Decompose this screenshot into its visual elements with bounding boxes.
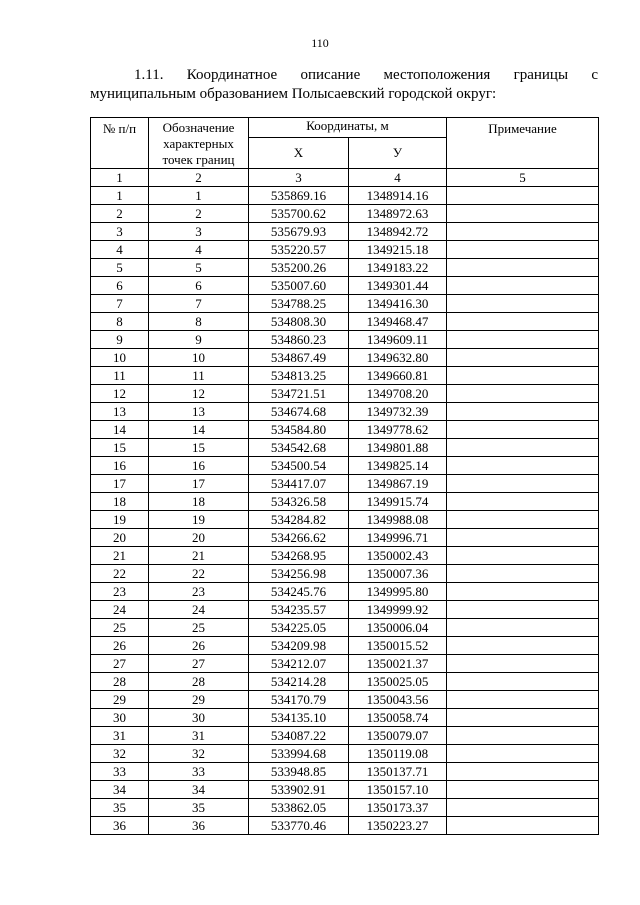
table-row	[91, 277, 599, 295]
table-row	[91, 511, 599, 529]
coord-y: 1349999.92	[349, 601, 447, 619]
table-row	[91, 385, 599, 403]
note-cell	[447, 799, 599, 817]
point-designation: 19	[149, 511, 249, 529]
table-row	[91, 331, 599, 349]
point-designation: 2	[149, 205, 249, 223]
note-cell	[447, 403, 599, 421]
heading-word: с	[591, 67, 598, 83]
row-number: 19	[91, 511, 149, 529]
column-number: 3	[249, 169, 349, 187]
point-designation: 7	[149, 295, 249, 313]
row-number: 22	[91, 565, 149, 583]
note-cell	[447, 205, 599, 223]
heading-word: описание	[300, 67, 361, 83]
coord-y: 1348972.63	[349, 205, 447, 223]
column-number-row	[91, 169, 599, 187]
coord-x: 534209.98	[249, 637, 349, 655]
table-row	[91, 421, 599, 439]
coord-y: 1349915.74	[349, 493, 447, 511]
note-cell	[447, 781, 599, 799]
row-number: 3	[91, 223, 149, 241]
row-number: 30	[91, 709, 149, 727]
coordinates-table	[90, 117, 599, 835]
heading-word: границы	[513, 67, 569, 83]
coord-x: 535200.26	[249, 259, 349, 277]
table-row	[91, 817, 599, 835]
table-row	[91, 367, 599, 385]
coord-x: 534584.80	[249, 421, 349, 439]
coord-x: 534721.51	[249, 385, 349, 403]
note-cell	[447, 331, 599, 349]
table-row	[91, 619, 599, 637]
coord-x: 534170.79	[249, 691, 349, 709]
heading-word: Координатное	[186, 67, 278, 83]
note-cell	[447, 295, 599, 313]
note-cell	[447, 673, 599, 691]
row-number: 12	[91, 385, 149, 403]
point-designation: 5	[149, 259, 249, 277]
row-number: 34	[91, 781, 149, 799]
note-cell	[447, 439, 599, 457]
table-row	[91, 601, 599, 619]
coord-x: 534813.25	[249, 367, 349, 385]
coord-x: 535679.93	[249, 223, 349, 241]
point-designation: 34	[149, 781, 249, 799]
table-row	[91, 583, 599, 601]
point-designation: 35	[149, 799, 249, 817]
row-number: 1	[91, 187, 149, 205]
point-designation: 21	[149, 547, 249, 565]
coord-x: 534212.07	[249, 655, 349, 673]
point-designation: 36	[149, 817, 249, 835]
coord-y: 1349183.22	[349, 259, 447, 277]
point-designation: 23	[149, 583, 249, 601]
table-row	[91, 223, 599, 241]
header-y: У	[349, 138, 447, 169]
coord-x: 533902.91	[249, 781, 349, 799]
coord-y: 1349416.30	[349, 295, 447, 313]
point-designation: 4	[149, 241, 249, 259]
coord-y: 1350002.43	[349, 547, 447, 565]
coord-y: 1349825.14	[349, 457, 447, 475]
coord-x: 534268.95	[249, 547, 349, 565]
row-number: 23	[91, 583, 149, 601]
coord-y: 1349301.44	[349, 277, 447, 295]
coord-y: 1349995.80	[349, 583, 447, 601]
note-cell	[447, 313, 599, 331]
coord-y: 1350007.36	[349, 565, 447, 583]
note-cell	[447, 637, 599, 655]
coord-x: 533994.68	[249, 745, 349, 763]
table-row	[91, 565, 599, 583]
row-number: 6	[91, 277, 149, 295]
point-designation: 26	[149, 637, 249, 655]
coord-x: 534235.57	[249, 601, 349, 619]
coord-y: 1350025.05	[349, 673, 447, 691]
heading-word: местоположения	[383, 67, 491, 83]
column-number: 1	[91, 169, 149, 187]
coord-x: 534284.82	[249, 511, 349, 529]
point-designation: 17	[149, 475, 249, 493]
coord-x: 534808.30	[249, 313, 349, 331]
note-cell	[447, 421, 599, 439]
table-row	[91, 691, 599, 709]
coord-x: 534860.23	[249, 331, 349, 349]
note-cell	[447, 277, 599, 295]
coord-y: 1350006.04	[349, 619, 447, 637]
coord-x: 534245.76	[249, 583, 349, 601]
table-row	[91, 493, 599, 511]
coord-y: 1350058.74	[349, 709, 447, 727]
note-cell	[447, 691, 599, 709]
point-designation: 15	[149, 439, 249, 457]
point-designation: 11	[149, 367, 249, 385]
coord-y: 1350079.07	[349, 727, 447, 745]
coord-y: 1350119.08	[349, 745, 447, 763]
coord-y: 1350137.71	[349, 763, 447, 781]
coord-x: 534214.28	[249, 673, 349, 691]
table-row	[91, 349, 599, 367]
row-number: 25	[91, 619, 149, 637]
coord-y: 1349632.80	[349, 349, 447, 367]
coord-y: 1349988.08	[349, 511, 447, 529]
point-designation: 3	[149, 223, 249, 241]
coord-y: 1349468.47	[349, 313, 447, 331]
row-number: 24	[91, 601, 149, 619]
header-x: Х	[249, 138, 349, 169]
point-designation: 16	[149, 457, 249, 475]
note-cell	[447, 817, 599, 835]
note-cell	[447, 385, 599, 403]
row-number: 35	[91, 799, 149, 817]
point-designation: 29	[149, 691, 249, 709]
coord-x: 535007.60	[249, 277, 349, 295]
coord-x: 534674.68	[249, 403, 349, 421]
heading-line-2: муниципальным образованием Полысаевский городской округ:	[90, 86, 497, 102]
coord-y: 1350043.56	[349, 691, 447, 709]
note-cell	[447, 763, 599, 781]
coord-x: 534256.98	[249, 565, 349, 583]
table-row	[91, 799, 599, 817]
header-num: № п/п	[91, 118, 149, 169]
coord-y: 1350157.10	[349, 781, 447, 799]
row-number: 8	[91, 313, 149, 331]
point-designation: 10	[149, 349, 249, 367]
coord-x: 533862.05	[249, 799, 349, 817]
row-number: 15	[91, 439, 149, 457]
heading-word: 1.11.	[134, 67, 164, 83]
coord-y: 1350021.37	[349, 655, 447, 673]
row-number: 17	[91, 475, 149, 493]
table-row	[91, 547, 599, 565]
coord-x: 534500.54	[249, 457, 349, 475]
note-cell	[447, 619, 599, 637]
coord-x: 535869.16	[249, 187, 349, 205]
coord-x: 534266.62	[249, 529, 349, 547]
note-cell	[447, 601, 599, 619]
coord-x: 534788.25	[249, 295, 349, 313]
coord-y: 1350223.27	[349, 817, 447, 835]
coord-x: 533948.85	[249, 763, 349, 781]
table-row	[91, 475, 599, 493]
note-cell	[447, 259, 599, 277]
row-number: 33	[91, 763, 149, 781]
row-number: 14	[91, 421, 149, 439]
coord-x: 534326.58	[249, 493, 349, 511]
table-row	[91, 781, 599, 799]
table-row	[91, 637, 599, 655]
coord-y: 1349867.19	[349, 475, 447, 493]
table-row	[91, 529, 599, 547]
header-designation: Обозначение характерных точек границ	[149, 118, 249, 169]
row-number: 9	[91, 331, 149, 349]
column-number: 5	[447, 169, 599, 187]
row-number: 13	[91, 403, 149, 421]
point-designation: 28	[149, 673, 249, 691]
note-cell	[447, 727, 599, 745]
row-number: 36	[91, 817, 149, 835]
coord-x: 534542.68	[249, 439, 349, 457]
point-designation: 31	[149, 727, 249, 745]
coord-y: 1349732.39	[349, 403, 447, 421]
row-number: 27	[91, 655, 149, 673]
row-number: 29	[91, 691, 149, 709]
row-number: 5	[91, 259, 149, 277]
point-designation: 6	[149, 277, 249, 295]
note-cell	[447, 547, 599, 565]
heading-line-1	[90, 66, 598, 85]
note-cell	[447, 529, 599, 547]
point-designation: 9	[149, 331, 249, 349]
table-row	[91, 241, 599, 259]
note-cell	[447, 745, 599, 763]
coord-x: 534417.07	[249, 475, 349, 493]
coord-y: 1349801.88	[349, 439, 447, 457]
row-number: 20	[91, 529, 149, 547]
table-row	[91, 403, 599, 421]
point-designation: 8	[149, 313, 249, 331]
note-cell	[447, 475, 599, 493]
note-cell	[447, 493, 599, 511]
note-cell	[447, 241, 599, 259]
column-number: 4	[349, 169, 447, 187]
table-row	[91, 187, 599, 205]
coord-y: 1349609.11	[349, 331, 447, 349]
coord-y: 1348942.72	[349, 223, 447, 241]
table-row	[91, 439, 599, 457]
row-number: 28	[91, 673, 149, 691]
table-row	[91, 655, 599, 673]
row-number: 21	[91, 547, 149, 565]
row-number: 4	[91, 241, 149, 259]
coord-y: 1349215.18	[349, 241, 447, 259]
coord-y: 1349708.20	[349, 385, 447, 403]
table-row	[91, 457, 599, 475]
point-designation: 22	[149, 565, 249, 583]
coord-y: 1349778.62	[349, 421, 447, 439]
coord-x: 534135.10	[249, 709, 349, 727]
table-row	[91, 295, 599, 313]
header-note: Примечание	[447, 118, 599, 169]
row-number: 26	[91, 637, 149, 655]
point-designation: 27	[149, 655, 249, 673]
note-cell	[447, 511, 599, 529]
row-number: 7	[91, 295, 149, 313]
coord-y: 1350015.52	[349, 637, 447, 655]
row-number: 18	[91, 493, 149, 511]
point-designation: 33	[149, 763, 249, 781]
table-row	[91, 745, 599, 763]
point-designation: 18	[149, 493, 249, 511]
point-designation: 13	[149, 403, 249, 421]
coord-x: 534867.49	[249, 349, 349, 367]
row-number: 16	[91, 457, 149, 475]
coord-x: 533770.46	[249, 817, 349, 835]
point-designation: 20	[149, 529, 249, 547]
point-designation: 30	[149, 709, 249, 727]
row-number: 32	[91, 745, 149, 763]
table-row	[91, 313, 599, 331]
table-row	[91, 205, 599, 223]
header-coordinates: Координаты, м	[249, 118, 447, 138]
page-number: 110	[311, 36, 329, 50]
point-designation: 32	[149, 745, 249, 763]
note-cell	[447, 223, 599, 241]
row-number: 11	[91, 367, 149, 385]
coord-y: 1350173.37	[349, 799, 447, 817]
note-cell	[447, 187, 599, 205]
note-cell	[447, 583, 599, 601]
note-cell	[447, 655, 599, 673]
point-designation: 24	[149, 601, 249, 619]
table-row	[91, 763, 599, 781]
note-cell	[447, 349, 599, 367]
table-row	[91, 709, 599, 727]
table-row	[91, 673, 599, 691]
row-number: 10	[91, 349, 149, 367]
table-row	[91, 259, 599, 277]
point-designation: 12	[149, 385, 249, 403]
section-heading	[90, 66, 598, 104]
coord-x: 534087.22	[249, 727, 349, 745]
row-number: 2	[91, 205, 149, 223]
note-cell	[447, 457, 599, 475]
coord-y: 1348914.16	[349, 187, 447, 205]
coord-y: 1349660.81	[349, 367, 447, 385]
coord-y: 1349996.71	[349, 529, 447, 547]
point-designation: 14	[149, 421, 249, 439]
column-number: 2	[149, 169, 249, 187]
note-cell	[447, 565, 599, 583]
note-cell	[447, 709, 599, 727]
point-designation: 25	[149, 619, 249, 637]
row-number: 31	[91, 727, 149, 745]
note-cell	[447, 367, 599, 385]
coord-x: 534225.05	[249, 619, 349, 637]
table-row	[91, 727, 599, 745]
coord-x: 535700.62	[249, 205, 349, 223]
point-designation: 1	[149, 187, 249, 205]
coord-x: 535220.57	[249, 241, 349, 259]
